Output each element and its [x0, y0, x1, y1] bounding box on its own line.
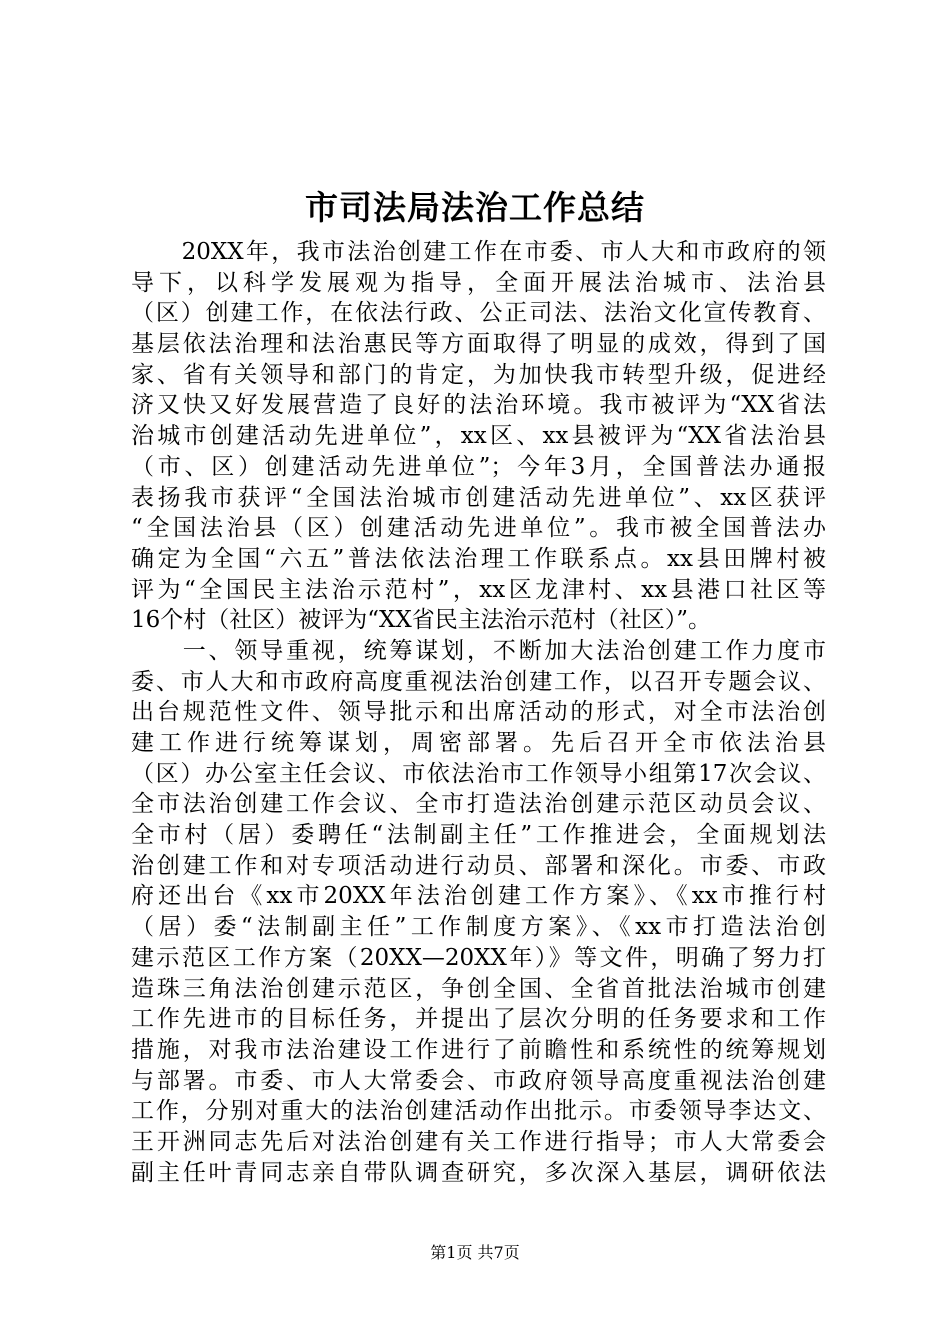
body-line: （区）创建工作，在依法行政、公正司法、法治文化宣传教育、	[131, 300, 826, 327]
body-line: 治城市创建活动先进单位”，xx区、xx县被评为“XX省法治县	[131, 423, 826, 450]
body-line: 表扬我市获评“全国法治城市创建活动先进单位”、xx区获评	[131, 484, 826, 511]
body-line: 措施，对我市法治建设工作进行了前瞻性和系统性的统筹规划	[131, 1036, 826, 1063]
document-title: 市司法局法治工作总结	[305, 188, 645, 227]
body-line: 家、省有关领导和部门的肯定，为加快我市转型升级，促进经	[131, 361, 826, 388]
body-line: 治创建工作和对专项活动进行动员、部署和深化。市委、市政	[131, 852, 826, 879]
body-line: （区）办公室主任会议、市依法治市工作领导小组第17次会议、	[131, 760, 826, 787]
body-line: 委、市人大和市政府高度重视法治创建工作，以召开专题会议、	[131, 668, 826, 695]
body-line: 评为“全国民主法治示范村”，xx区龙津村、xx县港口社区等	[131, 576, 826, 603]
body-line: 出台规范性文件、领导批示和出席活动的形式，对全市法治创	[131, 699, 826, 726]
body-line: 20XX年，我市法治创建工作在市委、市人大和市政府的领	[131, 239, 826, 265]
body-line: 造珠三角法治创建示范区，争创全国、全省首批法治城市创建	[131, 975, 826, 1002]
body-line: （市、区）创建活动先进单位”；今年3月，全国普法办通报	[131, 453, 826, 480]
body-line: 全市村（居）委聘任“法制副主任”工作推进会，全面规划法	[131, 822, 826, 849]
body-line: 建示范区工作方案（20XX—20XX年）》等文件，明确了努力打	[131, 944, 826, 971]
page-footer: 第1页 共7页	[430, 1243, 520, 1262]
body-line: 府还出台《xx市20XX年法治创建工作方案》、《xx市推行村	[131, 883, 826, 910]
body-line: “全国法治县（区）创建活动先进单位”。我市被全国普法办	[131, 515, 826, 542]
body-line: 基层依法治理和法治惠民等方面取得了明显的成效，得到了国	[131, 331, 826, 358]
body-line: 全市法治创建工作会议、全市打造法治创建示范区动员会议、	[131, 791, 826, 818]
body-line: 王开洲同志先后对法治创建有关工作进行指导；市人大常委会	[131, 1128, 826, 1155]
body-line: 确定为全国“六五”普法依法治理工作联系点。xx县田牌村被	[131, 545, 826, 572]
document-body	[131, 237, 826, 1188]
body-line: 16个村（社区）被评为“XX省民主法治示范村（社区）”。	[131, 607, 712, 634]
body-line: 工作，分别对重大的法治创建活动作出批示。市委领导李达文、	[131, 1098, 826, 1125]
body-line: 一、领导重视，统筹谋划，不断加大法治创建工作力度市	[131, 637, 826, 664]
body-line: 工作先进市的目标任务，并提出了层次分明的任务要求和工作	[131, 1006, 826, 1033]
body-line: 济又快又好发展营造了良好的法治环境。我市被评为“XX省法	[131, 392, 826, 419]
body-line: 导下，以科学发展观为指导，全面开展法治城市、法治县	[131, 269, 826, 296]
body-line: 副主任叶青同志亲自带队调查研究，多次深入基层，调研依法	[131, 1159, 826, 1186]
body-line: 建工作进行统筹谋划，周密部署。先后召开全市依法治县	[131, 730, 826, 756]
body-line: （居）委“法制副主任”工作制度方案》、《xx市打造法治创	[131, 914, 826, 941]
body-line: 与部署。市委、市人大常委会、市政府领导高度重视法治创建	[131, 1067, 826, 1094]
